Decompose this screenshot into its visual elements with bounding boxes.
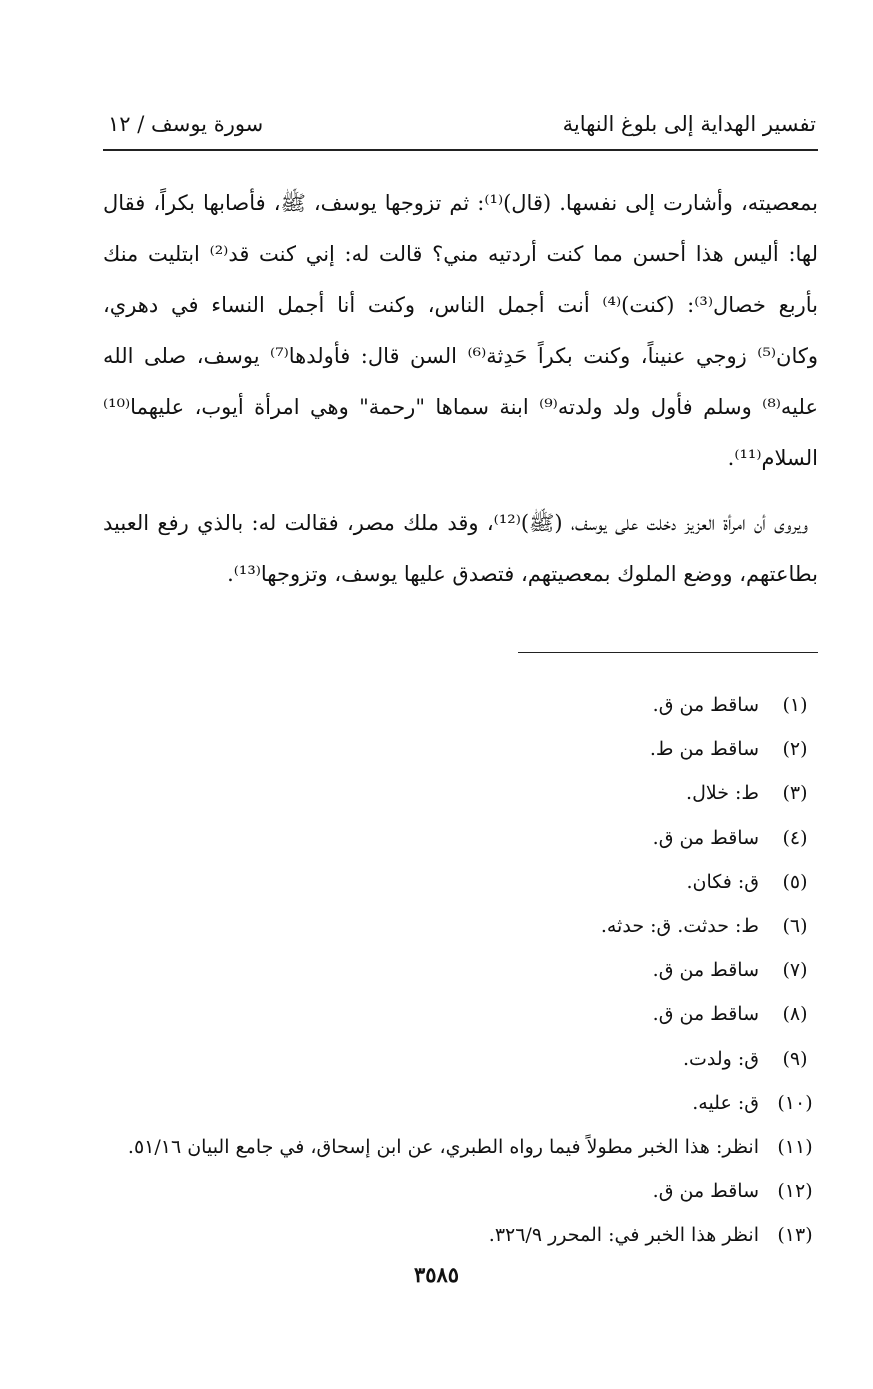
footnote-number: (١٢)	[777, 1180, 813, 1203]
footnote-text: ساقط من ق.	[652, 826, 759, 849]
running-header-book-title: تفسير الهداية إلى بلوغ النهاية	[562, 112, 816, 136]
footnote-number: (٨)	[782, 1003, 808, 1026]
footnote-11	[81, 1132, 821, 1176]
footnote-list	[81, 690, 821, 1264]
main-text	[103, 178, 818, 600]
paragraph-1: بمعصيته، وأشارت إلى نفسها. (قال)⁽¹⁾: ثم تزوجها يوسف، ﷺ، فأصابها بكراً، فقال لها: أليس هذا أحسن مما كنت أردتيه مني؟ قالت له: إني كنت قد⁽²⁾ ابتليت منك بأربع خصال⁽³⁾: (كنت)⁽⁴⁾ أنت أجمل الناس، وكنت أنا أجمل النساء في دهري، وكان⁽⁵⁾ زوجي عنيناً، وكنت بكراً حَدِثة⁽⁶⁾ السن قال: فأولدها⁽⁷⁾ يوسف، صلى الله عليه⁽⁸⁾ وسلم فأول ولد ولدته⁽⁹⁾ ابنة سماها "رحمة" وهي امرأة أيوب، عليهما⁽¹⁰⁾ السلام⁽¹¹⁾.	[103, 191, 818, 470]
footnote-text: ط: خلال.	[686, 782, 759, 805]
footnote-number: (٣)	[782, 782, 808, 805]
footnote-2	[81, 734, 821, 778]
page-number: ٣٥٨٥	[413, 1262, 460, 1287]
footnote-text: ق: عليه.	[692, 1091, 759, 1114]
footnote-12	[81, 1176, 821, 1220]
footnote-separator	[518, 652, 818, 653]
running-header-surah: سورة يوسف / ١٢	[108, 112, 264, 136]
footnote-text: ط: حدثت. ق: حدثه.	[600, 914, 759, 937]
footnote-number: (١١)	[777, 1135, 813, 1158]
footnote-number: (١٣)	[777, 1224, 813, 1247]
footnote-text: انظر هذا الخبر في: المحرر ٣٢٦/٩.	[488, 1224, 759, 1247]
footnote-4	[81, 823, 821, 867]
footnote-number: (٩)	[782, 1047, 808, 1070]
footnote-number: (٤)	[782, 826, 808, 849]
footnote-number: (٦)	[782, 914, 808, 937]
footnote-text: ساقط من ط.	[649, 738, 759, 761]
footnote-number: (٢)	[782, 738, 808, 761]
footnote-7	[81, 955, 821, 999]
footnote-text: ساقط من ق.	[652, 959, 759, 982]
footnote-8	[81, 999, 821, 1043]
footnote-text: ق: ولدت.	[682, 1047, 759, 1070]
header-rule	[103, 149, 818, 151]
footnote-number: (١)	[782, 694, 808, 716]
footnote-number: (١٠)	[777, 1091, 813, 1114]
footnote-number: (٧)	[782, 959, 808, 982]
footnote-3	[81, 778, 821, 822]
footnote-5	[81, 867, 821, 911]
footnote-number: (٥)	[782, 870, 808, 893]
footnote-13	[81, 1220, 821, 1264]
footnote-text: انظر: هذا الخبر مطولاً فيما رواه الطبري، عن ابن إسحاق، في جامع البيان ٥١/١٦.	[127, 1135, 759, 1158]
footnote-text: ساقط من ق.	[652, 694, 759, 716]
footnote-text: ساقط من ق.	[652, 1180, 759, 1203]
footnote-1	[81, 690, 821, 734]
footnote-text: ساقط من ق.	[652, 1003, 759, 1026]
footnote-10	[81, 1088, 821, 1132]
footnote-9	[81, 1044, 821, 1088]
footnote-6	[81, 911, 821, 955]
paragraph-2: ويروى أن امرأة العزيز دخلت على يوسف، (ﷺ)⁽¹²⁾، وقد ملك مصر، فقالت له: بالذي رفع العبيد بطاعتهم، ووضع الملوك بمعصيتهم، فتصدق عليها يوسف، وتزوجها⁽¹³⁾.	[103, 511, 818, 586]
footnote-text: ق: فكان.	[686, 870, 759, 893]
